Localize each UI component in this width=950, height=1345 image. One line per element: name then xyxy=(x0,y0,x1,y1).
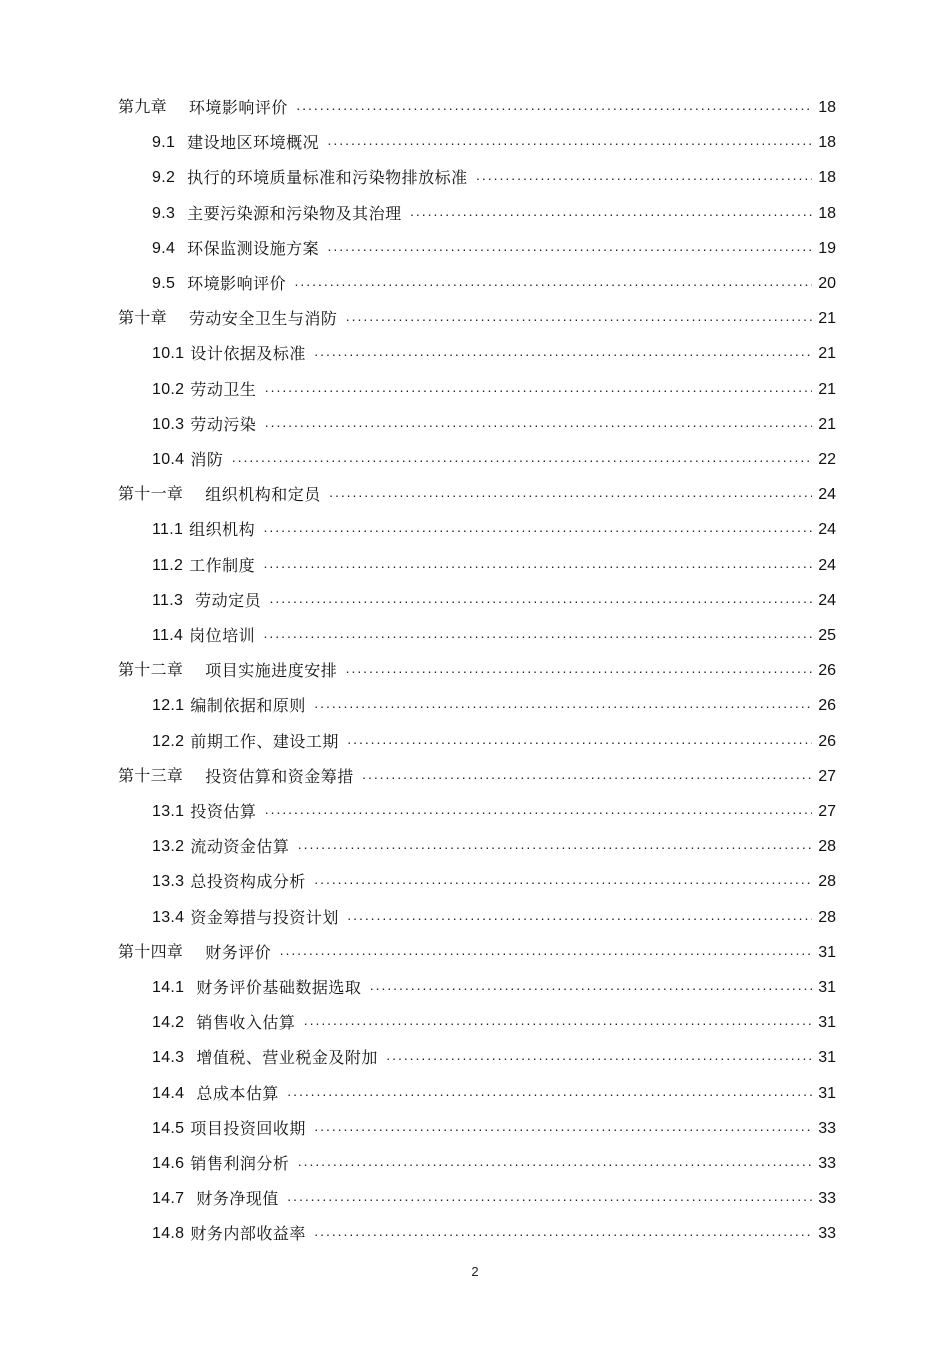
toc-entry-page: 31 xyxy=(818,944,836,961)
toc-leader-dots xyxy=(297,837,812,857)
toc-entry-number: 14.6 xyxy=(152,1155,185,1172)
toc-entry-title: 编制依据和原则 xyxy=(190,696,306,715)
toc-entry-number: 13.1 xyxy=(152,803,185,820)
toc-leader-dots xyxy=(287,1189,812,1209)
toc-entry xyxy=(152,1011,836,1033)
toc-entry xyxy=(152,202,836,224)
toc-entry xyxy=(118,483,836,505)
toc-entry xyxy=(152,166,836,188)
toc-entry-number: 第九章 xyxy=(118,99,167,116)
toc-entry-number: 11.4 xyxy=(152,627,184,644)
toc-entry-title: 主要污染源和污染物及其治理 xyxy=(187,204,402,223)
toc-entry xyxy=(118,941,836,963)
toc-entry-title: 财务内部收益率 xyxy=(190,1224,306,1243)
toc-entry xyxy=(152,976,836,998)
toc-entry xyxy=(118,307,836,329)
toc-entry-title: 财务评价基础数据选取 xyxy=(196,978,362,997)
toc-entry xyxy=(152,1117,836,1139)
toc-entry-title: 劳动污染 xyxy=(190,415,257,434)
toc-leader-dots xyxy=(279,943,812,963)
toc-leader-dots xyxy=(369,978,812,998)
toc-entry-number: 11.3 xyxy=(152,592,184,609)
toc-leader-dots xyxy=(264,802,812,822)
toc-entry xyxy=(152,730,836,752)
toc-leader-dots xyxy=(314,1224,812,1244)
toc-leader-dots xyxy=(263,520,812,540)
toc-entry-number: 11.1 xyxy=(152,521,184,538)
toc-entry-title: 环境影响评价 xyxy=(187,274,287,293)
toc-entry-number: 14.4 xyxy=(152,1085,185,1102)
toc-entry-page: 28 xyxy=(818,873,836,890)
toc-leader-dots xyxy=(476,168,812,188)
toc-leader-dots xyxy=(345,309,812,329)
toc-leader-dots xyxy=(231,450,812,470)
toc-entry xyxy=(152,413,836,435)
toc-entry-title: 总投资构成分析 xyxy=(190,872,306,891)
toc-leader-dots xyxy=(264,415,812,435)
toc-entry-page: 24 xyxy=(818,486,836,503)
toc-entry-number: 9.5 xyxy=(152,275,176,292)
toc-entry xyxy=(118,659,836,681)
toc-entry xyxy=(152,624,836,646)
toc-entry xyxy=(152,835,836,857)
toc-leader-dots xyxy=(362,767,812,787)
toc-entry-page: 27 xyxy=(818,803,836,820)
toc-entry-page: 31 xyxy=(818,1049,836,1066)
toc-leader-dots xyxy=(314,872,812,892)
toc-entry-title: 环保监测设施方案 xyxy=(187,239,320,258)
toc-leader-dots xyxy=(347,908,812,928)
toc-entry-number: 14.1 xyxy=(152,979,185,996)
toc-entry xyxy=(152,237,836,259)
toc-entry-page: 26 xyxy=(818,733,836,750)
toc-leader-dots xyxy=(314,344,812,364)
toc-entry-number: 9.1 xyxy=(152,134,176,151)
toc-entry-page: 18 xyxy=(818,134,836,151)
toc-entry xyxy=(118,96,836,118)
toc-leader-dots xyxy=(263,556,812,576)
toc-leader-dots xyxy=(296,98,812,118)
toc-leader-dots xyxy=(269,591,812,611)
toc-entry-number: 13.2 xyxy=(152,838,185,855)
toc-entry-page: 26 xyxy=(818,697,836,714)
toc-leader-dots xyxy=(294,274,812,294)
toc-entry-title: 项目实施进度安排 xyxy=(205,661,338,680)
toc-entry-page: 24 xyxy=(818,592,836,609)
toc-entry-title: 执行的环境质量标准和污染物排放标准 xyxy=(187,168,468,187)
toc-entry-title: 资金筹措与投资计划 xyxy=(190,908,339,927)
toc-entry xyxy=(152,870,836,892)
toc-entry-number: 10.3 xyxy=(152,416,185,433)
toc-entry-title: 总成本估算 xyxy=(196,1084,279,1103)
toc-entry-title: 前期工作、建设工期 xyxy=(190,732,339,751)
toc-entry-title: 财务净现值 xyxy=(196,1189,279,1208)
toc-entry-title: 劳动卫生 xyxy=(190,380,257,399)
toc-entry-page: 31 xyxy=(818,1085,836,1102)
toc-entry-number: 10.2 xyxy=(152,381,185,398)
toc-entry-page: 31 xyxy=(818,1014,836,1031)
toc-entry xyxy=(152,1046,836,1068)
toc-entry-page: 21 xyxy=(818,310,836,327)
toc-entry-number: 11.2 xyxy=(152,557,184,574)
toc-leader-dots xyxy=(347,732,812,752)
toc-entry-page: 22 xyxy=(818,451,836,468)
toc-entry-number: 13.3 xyxy=(152,873,185,890)
toc-entry-page: 24 xyxy=(818,521,836,538)
toc-entry xyxy=(152,800,836,822)
toc-entry-number: 第十二章 xyxy=(118,662,184,679)
toc-entry xyxy=(152,272,836,294)
toc-entry xyxy=(152,518,836,540)
toc-entry-number: 第十四章 xyxy=(118,944,184,961)
toc-entry-page: 18 xyxy=(818,169,836,186)
toc-entry xyxy=(152,131,836,153)
toc-leader-dots xyxy=(345,661,812,681)
toc-entry-page: 19 xyxy=(818,240,836,257)
toc-entry-number: 9.4 xyxy=(152,240,176,257)
toc-leader-dots xyxy=(263,626,812,646)
toc-leader-dots xyxy=(327,239,812,259)
toc-entry-page: 18 xyxy=(818,205,836,222)
toc-entry-page: 33 xyxy=(818,1120,836,1137)
toc-leader-dots xyxy=(327,133,812,153)
toc-entry xyxy=(152,1082,836,1104)
toc-entry-title: 环境影响评价 xyxy=(188,98,288,117)
toc-entry xyxy=(152,378,836,400)
toc-leader-dots xyxy=(314,1119,812,1139)
toc-entry-title: 销售利润分析 xyxy=(190,1154,290,1173)
toc-entry-number: 14.3 xyxy=(152,1049,185,1066)
toc-entry-number: 第十章 xyxy=(118,310,167,327)
toc-leader-dots xyxy=(410,204,812,224)
toc-entry-number: 14.7 xyxy=(152,1190,185,1207)
toc-entry xyxy=(152,589,836,611)
toc-entry-page: 24 xyxy=(818,557,836,574)
toc-entry-title: 岗位培训 xyxy=(189,626,256,645)
toc-entry xyxy=(152,554,836,576)
toc-entry-number: 9.3 xyxy=(152,205,176,222)
toc-entry xyxy=(152,1222,836,1244)
toc-leader-dots xyxy=(287,1084,812,1104)
toc-entry-page: 33 xyxy=(818,1155,836,1172)
toc-leader-dots xyxy=(303,1013,812,1033)
toc-entry-number: 14.8 xyxy=(152,1225,185,1242)
toc-entry-page: 33 xyxy=(818,1225,836,1242)
toc-entry-page: 20 xyxy=(818,275,836,292)
toc-entry xyxy=(152,448,836,470)
toc-entry-number: 13.4 xyxy=(152,909,185,926)
toc-entry-page: 25 xyxy=(818,627,836,644)
toc-entry-page: 33 xyxy=(818,1190,836,1207)
toc-entry-page: 21 xyxy=(818,345,836,362)
toc-entry xyxy=(152,342,836,364)
toc-entry-number: 12.1 xyxy=(152,697,185,714)
toc-entry xyxy=(152,906,836,928)
toc-entry-title: 劳动定员 xyxy=(195,591,262,610)
toc-entry-title: 组织机构和定员 xyxy=(205,485,321,504)
toc-entry xyxy=(118,765,836,787)
toc-leader-dots xyxy=(314,696,812,716)
toc-entry-page: 28 xyxy=(818,909,836,926)
toc-entry-number: 9.2 xyxy=(152,169,176,186)
toc-entry xyxy=(152,694,836,716)
toc-entry-title: 增值税、营业税金及附加 xyxy=(196,1048,378,1067)
toc-entry-title: 流动资金估算 xyxy=(190,837,290,856)
toc-entry-number: 第十三章 xyxy=(118,768,184,785)
toc-entry xyxy=(152,1152,836,1174)
toc-entry-title: 投资估算 xyxy=(190,802,257,821)
toc-entry-page: 26 xyxy=(818,662,836,679)
toc-entry-title: 组织机构 xyxy=(189,520,256,539)
toc-entry-number: 14.2 xyxy=(152,1014,185,1031)
toc-entry-title: 销售收入估算 xyxy=(196,1013,296,1032)
toc-leader-dots xyxy=(297,1154,812,1174)
toc-entry-title: 劳动安全卫生与消防 xyxy=(188,309,338,328)
toc-entry-page: 21 xyxy=(818,381,836,398)
toc-leader-dots xyxy=(329,485,812,505)
toc-entry-number: 第十一章 xyxy=(118,486,184,503)
toc-entry-title: 建设地区环境概况 xyxy=(187,133,320,152)
toc-entry-title: 投资估算和资金筹措 xyxy=(205,767,354,786)
toc-entry-number: 12.2 xyxy=(152,733,185,750)
toc-entry-page: 28 xyxy=(818,838,836,855)
toc-entry-number: 14.5 xyxy=(152,1120,185,1137)
toc-entry-page: 31 xyxy=(818,979,836,996)
toc-entry-title: 消防 xyxy=(190,450,224,469)
page-number: 2 xyxy=(471,1264,479,1279)
toc-leader-dots xyxy=(264,380,812,400)
toc-entry-title: 设计依据及标准 xyxy=(190,344,306,363)
toc-entry-title: 工作制度 xyxy=(189,556,256,575)
toc-entry-number: 10.4 xyxy=(152,451,185,468)
toc-leader-dots xyxy=(386,1048,812,1068)
toc-entry-page: 21 xyxy=(818,416,836,433)
toc-entry-page: 18 xyxy=(818,99,836,116)
toc-entry xyxy=(152,1187,836,1209)
toc-entry-page: 27 xyxy=(818,768,836,785)
toc-entry-title: 项目投资回收期 xyxy=(190,1119,306,1138)
toc-entry-title: 财务评价 xyxy=(205,943,272,962)
toc-entry-number: 10.1 xyxy=(152,345,185,362)
